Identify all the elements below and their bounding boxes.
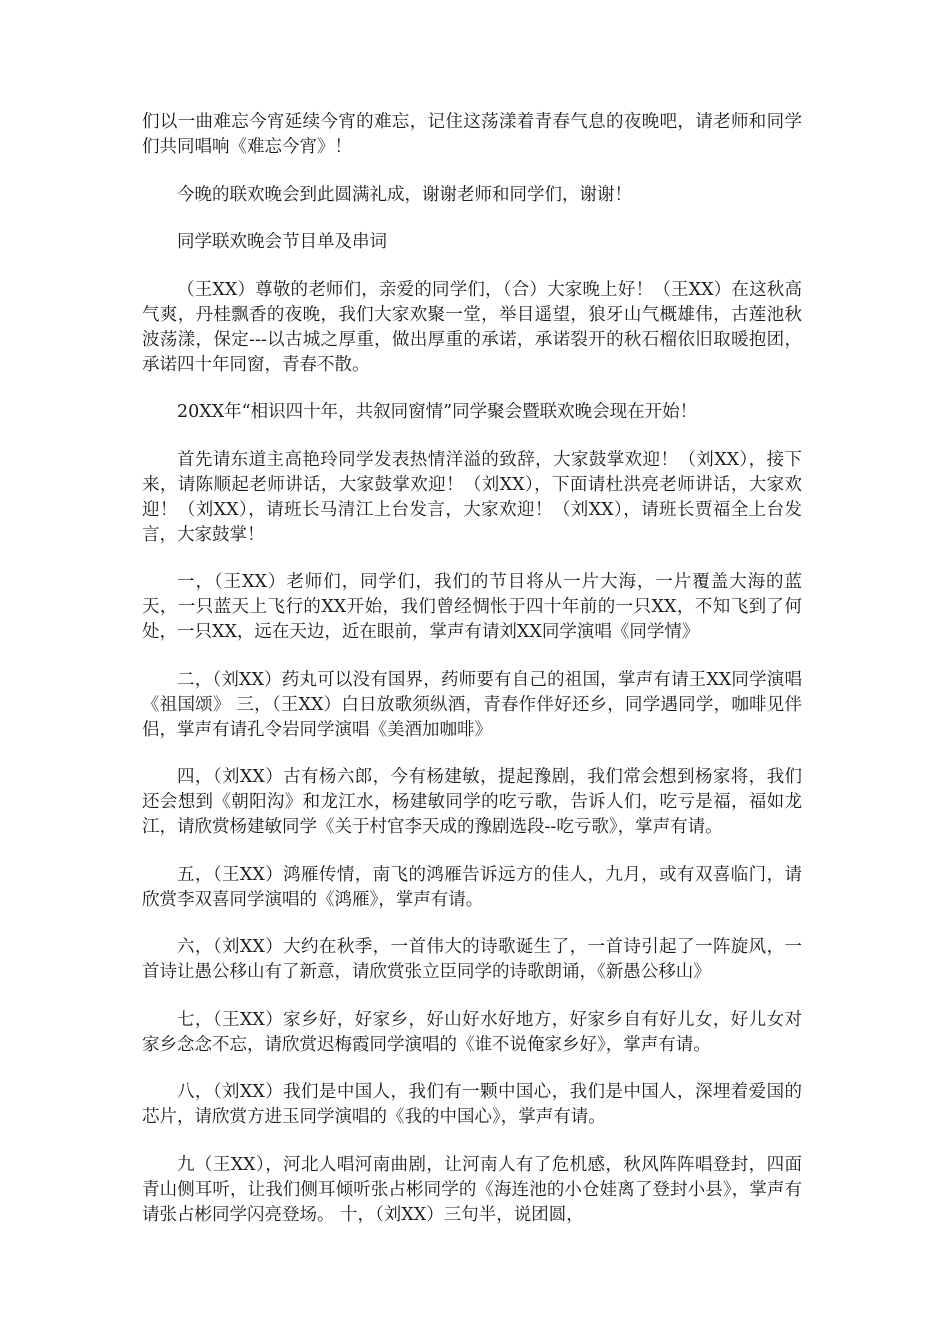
paragraph-announcement: 20XX年“相识四十年，共叙同窗情”同学聚会暨联欢晚会现在开始！ (177, 402, 698, 422)
paragraph-program-5: 五，（王XX）鸿雁传情，南飞的鸿雁告诉远方的佳人，九月，或有双喜临门，请欣赏李双喜同学演唱的《鸿雁》，掌声有请。 (142, 864, 802, 910)
document-body (142, 110, 802, 1250)
paragraph-continuation: 们以一曲难忘今宵延续今宵的难忘，记住这荡漾着青春气息的夜晚吧，请老师和同学们共同唱响《难忘今宵》！ (142, 112, 802, 157)
paragraph-program-8: 八，（刘XX）我们是中国人，我们有一颗中国心，我们是中国人，深埋着爱国的芯片，请欣赏方进玉同学演唱的《我的中国心》，掌声有请。 (142, 1082, 802, 1127)
paragraph-program-2-3: 二，（刘XX）药丸可以没有国界，药师要有自己的祖国，掌声有请王XX同学演唱《祖国颂》 三，（王XX）白日放歌须纵酒，青春作伴好还乡，同学遇同学，咖啡见伴侣，掌声有请孔令岩同学演唱《美酒加咖啡》 (142, 669, 802, 740)
paragraph-program-1: 一，（王XX）老师们，同学们，我们的节目将从一片大海，一片覆盖大海的蓝天，一只蓝天上飞行的XX开始，我们曾经惆怅于四十年前的一只XX，不知飞到了何处，一只XX，远在天边，近在眼前，掌声有请刘XX同学演唱《同学情》 (142, 572, 802, 642)
paragraph-program-6: 六，（刘XX）大约在秋季，一首伟大的诗歌诞生了，一首诗引起了一阵旋风，一首诗让愚公移山有了新意，请欣赏张立臣同学的诗歌朗诵，《新愚公移山》 (142, 937, 802, 982)
paragraph-speeches: 首先请东道主高艳玲同学发表热情洋溢的致辞，大家鼓掌欢迎！（刘XX），接下来，请陈顺起老师讲话，大家鼓掌欢迎！（刘XX），下面请杜洪亮老师讲话，大家欢迎！（刘XX），请班长马清江上台发言，大家欢迎！（刘XX），请班长贾福全上台发言，大家鼓掌！ (142, 449, 802, 545)
paragraph-closing: 今晚的联欢晚会到此圆满礼成，谢谢老师和同学们，谢谢！ (177, 184, 632, 205)
paragraph-section-title: 同学联欢晚会节目单及串词 (177, 232, 387, 252)
paragraph-program-9-10: 九（王XX），河北人唱河南曲剧，让河南人有了危机感，秋风阵阵唱登封，四面青山侧耳听，让我们侧耳倾听张占彬同学的《海连池的小仓娃离了登封小县》，掌声有请张占彬同学闪亮登场。 十，（刘XX）三句半，说团圆， (142, 1154, 802, 1225)
paragraph-program-7: 七，（王XX）家乡好，好家乡，好山好水好地方，好家乡自有好儿女，好儿女对家乡念念不忘，请欣赏迟梅霞同学演唱的《谁不说俺家乡好》，掌声有请。 (142, 1009, 802, 1055)
paragraph-program-4: 四，（刘XX）古有杨六郎，今有杨建敏，提起豫剧，我们常会想到杨家将，我们还会想到《朝阳沟》和龙江水，杨建敏同学的吃亏歌，告诉人们，吃亏是福，福如龙江，请欣赏杨建敏同学《关于村官李天成的豫剧选段--吃亏歌》，掌声有请。 (142, 767, 802, 837)
paragraph-opening: （王XX）尊敬的老师们，亲爱的同学们，（合）大家晚上好！（王XX）在这秋高气爽，丹桂飘香的夜晚，我们大家欢聚一堂，举目遥望，狼牙山气概雄伟，古莲池秋波荡漾，保定---以古城之厚重，做出厚重的承诺，承诺裂开的秋石榴依旧取暖抱团，承诺四十年同窗，青春不散。 (142, 279, 802, 375)
